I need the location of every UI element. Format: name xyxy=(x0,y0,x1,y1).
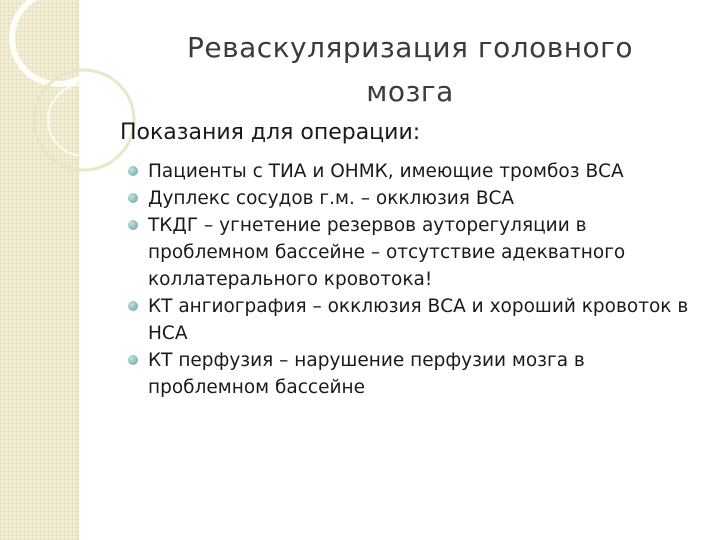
bullet-list xyxy=(128,158,698,401)
bullet-text: КТ ангиография – окклюзия ВСА и хороший кровоток в НСА xyxy=(148,296,689,344)
bullet-item xyxy=(128,212,698,293)
bullet-dot-icon xyxy=(128,166,138,176)
bullet-text: ТКДГ – угнетение резервов ауторегуляции в проблемном бассейне – отсутствие адекватного коллатерального кровотока! xyxy=(148,215,626,290)
slide-title xyxy=(130,26,690,114)
decorative-circles xyxy=(0,0,140,200)
slide-subtitle: Показания для операции: xyxy=(120,120,421,145)
bullet-text: КТ перфузия – нарушение перфузии мозга в проблемном бассейне xyxy=(148,350,585,398)
bullet-item xyxy=(128,158,698,185)
bullet-item xyxy=(128,347,698,401)
bullet-item xyxy=(128,185,698,212)
bullet-text: Пациенты с ТИА и ОНМК, имеющие тромбоз ВСА xyxy=(148,161,624,182)
slide-title-line-2: мозга xyxy=(366,75,454,108)
bullet-text: Дуплекс сосудов г.м. – окклюзия ВСА xyxy=(148,188,515,209)
bullet-dot-icon xyxy=(128,193,138,203)
bullet-item xyxy=(128,293,698,347)
decorative-circle-small xyxy=(48,84,120,156)
bullet-dot-icon xyxy=(128,355,138,365)
slide-title-line-1: Реваскуляризация головного xyxy=(186,31,634,64)
bullet-dot-icon xyxy=(128,220,138,230)
bullet-dot-icon xyxy=(128,301,138,311)
